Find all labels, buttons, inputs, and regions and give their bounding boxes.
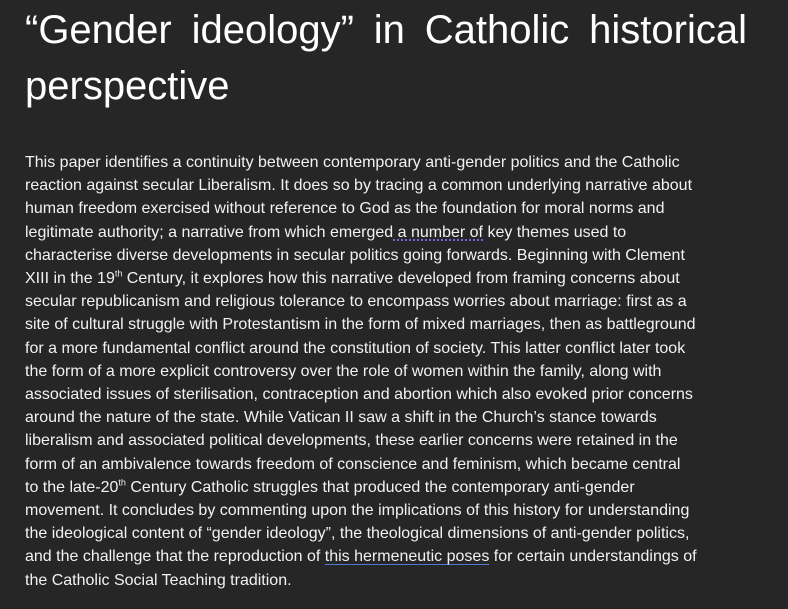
abstract-line: the form of a more explicit controversy over the role of women within the family, along with bbox=[25, 362, 662, 380]
abstract-paragraph[interactable] bbox=[25, 151, 747, 592]
abstract-line: associated issues of sterilisation, contraception and abortion which also evoked prior concerns bbox=[25, 386, 693, 404]
abstract-line: site of cultural struggle with Protestantism in the form of mixed marriages, then as battleground bbox=[25, 316, 696, 334]
abstract-line: the Catholic Social Teaching tradition. bbox=[25, 571, 292, 589]
superscript: th bbox=[114, 268, 123, 279]
abstract-line: around the nature of the state. While Vatican II saw a shift in the Church’s stance towards bbox=[25, 409, 657, 427]
grammar-flag[interactable]: a number of bbox=[393, 223, 483, 241]
abstract-line: the ideological content of “gender ideology”, the theological dimensions of anti-gender politics, bbox=[25, 525, 690, 543]
abstract-line: and the challenge that the reproduction of this hermeneutic poses for certain understandings of bbox=[25, 548, 697, 566]
abstract-line: reaction against secular Liberalism. It does so by tracing a common underlying narrative about bbox=[25, 177, 693, 195]
abstract-line: movement. It concludes by commenting upon the implications of this history for understanding bbox=[25, 502, 690, 520]
abstract-line: to the late-20th Century Catholic struggles that produced the contemporary anti-gender bbox=[25, 477, 635, 496]
abstract-line: form of an ambivalence towards freedom of conscience and feminism, which became central bbox=[25, 455, 681, 473]
abstract-line: This paper identifies a continuity between contemporary anti-gender politics and the Catholic bbox=[25, 154, 680, 171]
abstract-line: legitimate authority; a narrative from which emerged a number of key themes used to bbox=[25, 223, 627, 241]
abstract-line: secular republicanism and religious tolerance to encompass worries about marriage: first as a bbox=[25, 293, 687, 311]
grammar-flag[interactable]: this hermeneutic poses bbox=[324, 548, 490, 566]
abstract-line: characterise diverse developments in secular politics going forwards. Beginning with Clement bbox=[25, 246, 685, 264]
superscript: th bbox=[118, 477, 126, 488]
abstract-line: liberalism and associated political developments, these earlier concerns were retained in the bbox=[25, 432, 678, 450]
abstract-line: XIII in the 19th Century, it explores how this narrative developed from framing concerns about bbox=[25, 268, 680, 288]
document-title: “Gender ideology” in Catholic historical perspective bbox=[25, 8, 747, 108]
abstract-line: human freedom exercised without reference to God as the foundation for moral norms and bbox=[25, 200, 665, 218]
abstract-line: for a more fundamental conflict around the constitution of society. This latter conflict later took bbox=[25, 339, 686, 357]
